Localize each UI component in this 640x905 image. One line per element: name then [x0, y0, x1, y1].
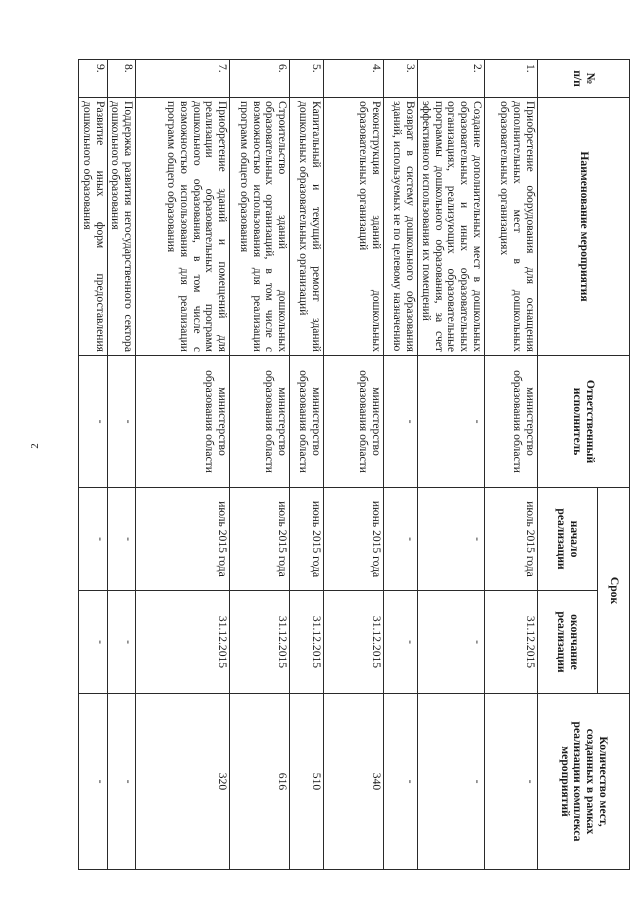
table-row [290, 60, 324, 870]
row-activity: Создание дополнительных мест в дошкольных образовательных и иных образовательных организациях, реализующих образовательные программы дошкольного образования, за счет эффективного использования их помещений [418, 98, 485, 356]
row-responsible: - [107, 356, 136, 488]
row-responsible: министерство образования области [230, 356, 290, 488]
row-start: - [107, 488, 136, 591]
row-places: 510 [290, 694, 324, 870]
row-places: - [107, 694, 136, 870]
row-activity: Приобретение зданий и помещений для реализации образовательных программ дошкольного образования, в том числе с возможностью использования для реализации программ общего образования [136, 98, 230, 356]
row-places: - [418, 694, 485, 870]
row-places: 320 [136, 694, 230, 870]
row-places: - [485, 694, 538, 870]
row-number: 5. [290, 60, 324, 98]
row-number: 4. [324, 60, 384, 98]
row-number: 8. [107, 60, 136, 98]
row-number: 3. [384, 60, 418, 98]
page-number: 2 [28, 443, 41, 449]
row-number: 2. [418, 60, 485, 98]
row-responsible: - [79, 356, 108, 488]
table-row [79, 60, 108, 870]
activities-table [78, 59, 630, 870]
row-places: - [79, 694, 108, 870]
row-places: - [384, 694, 418, 870]
row-end: - [107, 591, 136, 694]
row-activity: Строительство зданий дошкольных образовательных организаций, в том числе с возможностью использования для реализации программ общего образования [230, 98, 290, 356]
header-number: № п/п [538, 60, 630, 98]
row-activity: Приобретение оборудования для оснащения дополнительных мест в дошкольных образовательных организациях [485, 98, 538, 356]
row-places: 340 [324, 694, 384, 870]
row-activity: Поддержка развития негосударственного сектора дошкольного образования [107, 98, 136, 356]
header-places: Количество мест, созданных в рамках реализации комплекса мероприятий [538, 694, 630, 870]
row-start: июль 2015 года [485, 488, 538, 591]
table-row [324, 60, 384, 870]
table-row [107, 60, 136, 870]
row-end: - [418, 591, 485, 694]
row-start: июль 2015 года [136, 488, 230, 591]
row-responsible: - [418, 356, 485, 488]
table-header-row [598, 60, 630, 870]
table-row [418, 60, 485, 870]
rotated-table-wrapper [81, 59, 630, 869]
row-activity: Капитальный и текущий ремонт зданий дошкольных образовательных организаций [290, 98, 324, 356]
row-number: 9. [79, 60, 108, 98]
row-places: 616 [230, 694, 290, 870]
table-row [485, 60, 538, 870]
row-start: - [418, 488, 485, 591]
row-start: - [79, 488, 108, 591]
row-end: 31.12.2015 [290, 591, 324, 694]
row-number: 7. [136, 60, 230, 98]
row-start: июнь 2015 года [324, 488, 384, 591]
row-responsible: министерство образования области [485, 356, 538, 488]
row-activity: Возврат в систему дошкольного образования зданий, используемых не по целевому назначению [384, 98, 418, 356]
row-number: 1. [485, 60, 538, 98]
row-end: 31.12.2015 [324, 591, 384, 694]
row-activity: Развитие иных форм предоставления дошкольного образования [79, 98, 108, 356]
table-row [384, 60, 418, 870]
header-term: Срок [598, 488, 630, 694]
row-number: 6. [230, 60, 290, 98]
table-row [230, 60, 290, 870]
row-end: 31.12.2015 [485, 591, 538, 694]
row-responsible: министерство образования области [290, 356, 324, 488]
row-end: - [79, 591, 108, 694]
row-responsible: министерство образования области [136, 356, 230, 488]
row-activity: Реконструкция зданий дошкольных образовательных организаций [324, 98, 384, 356]
row-start: - [384, 488, 418, 591]
row-end: 31.12.2015 [136, 591, 230, 694]
row-responsible: - [384, 356, 418, 488]
row-start: июль 2015 года [230, 488, 290, 591]
row-end: - [384, 591, 418, 694]
header-responsible: Ответственный исполнитель [538, 356, 630, 488]
row-responsible: министерство образования области [324, 356, 384, 488]
header-activity: Наименование мероприятия [538, 98, 630, 356]
row-end: 31.12.2015 [230, 591, 290, 694]
header-end: окончание реализации [538, 591, 598, 694]
row-start: июнь 2015 года [290, 488, 324, 591]
header-start: начало реализации [538, 488, 598, 591]
table-row [136, 60, 230, 870]
